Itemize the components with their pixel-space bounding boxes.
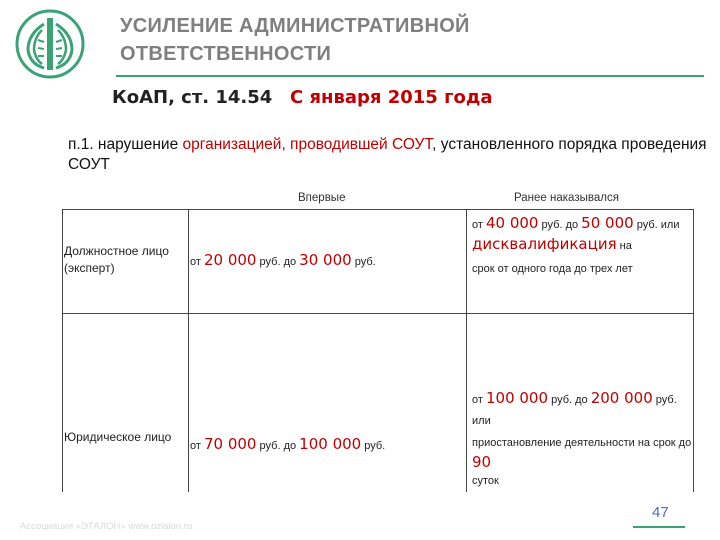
col-header-repeat: Ранее наказывался: [514, 192, 619, 204]
row2-label: Юридическое лицо: [64, 430, 172, 444]
paragraph-part-2: организацией, проводившей СОУТ: [182, 136, 433, 153]
row2-repeat-a: от: [472, 394, 486, 406]
row2-repeat-f-line: [472, 432, 696, 472]
page-number-underline: [633, 526, 685, 528]
slide-title: [120, 12, 470, 68]
table-line-left: [62, 209, 63, 492]
row2-repeat-d: 200 000: [590, 389, 653, 407]
row1-first-c: руб. до: [256, 256, 300, 268]
row1-repeat-g: на: [616, 240, 632, 252]
row1-repeat-d: 50 000: [581, 214, 634, 232]
row1-repeat-h: срок от одного года до трех лет: [472, 263, 633, 275]
logo-icon: [14, 8, 86, 80]
paragraph-part-3: , установленного порядка проведения СОУТ: [68, 136, 707, 173]
row2-first-c: руб. до: [256, 440, 300, 452]
title-divider: [116, 75, 704, 77]
row2-repeat-c: руб. до: [548, 394, 591, 406]
row1-first: [190, 251, 376, 270]
row2-repeat-f: приостановление деятельности на срок до: [472, 437, 692, 449]
row2-first: [190, 435, 385, 454]
row2-repeat-b: 100 000: [485, 389, 549, 407]
table-line-top: [62, 209, 694, 210]
paragraph: [68, 135, 708, 175]
row2-first-e: руб.: [361, 440, 386, 452]
table-line-col2: [466, 209, 467, 492]
paragraph-part-1: п.1. нарушение: [68, 136, 183, 153]
row2-first-b: 70 000: [203, 435, 257, 453]
row2-repeat-h: суток: [472, 475, 499, 487]
law-reference: КоАП, ст. 14.54: [112, 87, 273, 108]
col-header-first: Впервые: [298, 192, 346, 204]
row1-repeat-b: 40 000: [485, 214, 539, 232]
row1-first-b: 20 000: [203, 251, 257, 269]
row2-first-a: от: [190, 440, 204, 452]
table-line-mid: [62, 313, 694, 314]
row2-repeat-e: руб. или: [472, 394, 677, 427]
title-line-2: ОТВЕТСТВЕННОСТИ: [120, 43, 332, 65]
footer-org: Ассоциация «ЭТАЛОН» www.ozlalon.ru: [20, 521, 193, 532]
row1-first-d: 30 000: [299, 251, 352, 269]
row1-label: Должностное лицо (эксперт): [64, 244, 169, 275]
row1-repeat-f: дисквалификация: [472, 235, 617, 253]
row1-repeat-a: от: [472, 219, 486, 231]
row2-first-d: 100 000: [299, 435, 362, 453]
row2-repeat-g: 90: [472, 453, 492, 471]
table-line-col1: [188, 209, 189, 492]
row1-first-e: руб.: [351, 256, 376, 268]
row1-repeat-e: руб. или: [633, 219, 680, 231]
row2-repeat: [472, 389, 696, 491]
effective-date: С января 2015 года: [290, 87, 493, 108]
row1-first-a: от: [190, 256, 204, 268]
row1-repeat: [472, 214, 692, 276]
page-number: 47: [652, 504, 669, 521]
penalty-table: [62, 192, 694, 492]
row1-repeat-c: руб. до: [538, 219, 582, 231]
title-line-1: УСИЛЕНИЕ АДМИНИСТРАТИВНОЙ: [120, 15, 470, 37]
